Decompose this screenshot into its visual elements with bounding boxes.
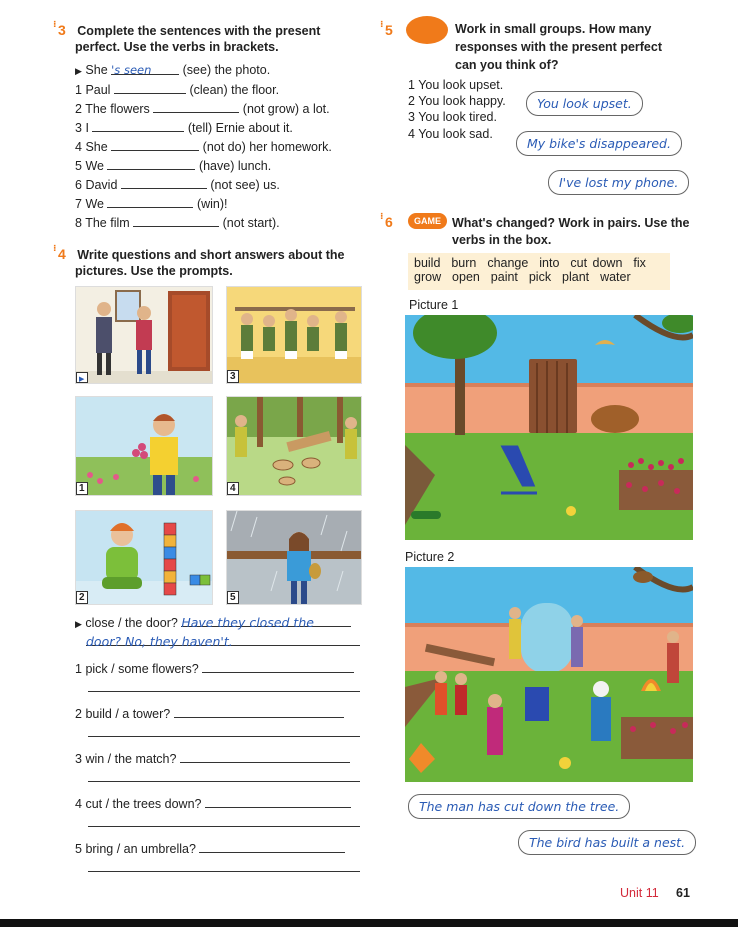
answer-blank[interactable] [111, 139, 199, 151]
ex5-instruction-1: Work in small groups. How many [455, 22, 652, 36]
ex5-item-4: 4 You look sad. [408, 127, 493, 141]
ex4-number: ⁝ 4 [53, 243, 66, 262]
picture-3-football-team [226, 286, 362, 384]
game-badge: GAME [408, 213, 447, 229]
ex5-item-1: 1 You look upset. [408, 78, 504, 92]
speech-bubble-tree: The man has cut down the tree. [408, 794, 630, 819]
play-arrow-icon: ▶ [76, 372, 88, 383]
answer-blank[interactable] [121, 177, 207, 189]
ex3-header [53, 19, 353, 38]
ex5-instruction-3: can you think of? [455, 58, 559, 72]
ex4-item-2: 2 build / a tower? [75, 706, 344, 721]
answer-blank[interactable] [180, 751, 350, 763]
verb-box [408, 253, 670, 290]
speech-bubble-upset: You look upset. [526, 91, 643, 116]
footer-unit: Unit 11 [620, 886, 659, 900]
picture-1-boy-flowers [75, 396, 213, 496]
answer-blank[interactable] [88, 770, 360, 782]
play-arrow-icon: ▶ [75, 66, 82, 76]
ex4-example-answer-2: door? No, they haven't. [86, 634, 360, 646]
picture-label: 5 [227, 591, 239, 604]
ex3-item-3: 3 I (tell) Ernie about it. [75, 121, 293, 135]
play-arrow-icon: ▶ [75, 619, 82, 629]
ex5-item-3: 3 You look tired. [408, 110, 497, 124]
picture-2-garden [405, 567, 693, 782]
picture-5-girl-rain [226, 510, 362, 605]
answer-blank[interactable] [153, 101, 239, 113]
answer-blank[interactable] [174, 706, 344, 718]
speech-bubble-nest: The bird has built a nest. [518, 830, 696, 855]
verb-box-line-2: grow open paint pick plant water [414, 270, 631, 284]
ex3-instruction-2: perfect. Use the verbs in brackets. [75, 40, 279, 54]
ex4-example-line-2 [86, 634, 360, 649]
ex6-number: ⁝ 6 [380, 211, 393, 230]
answer-blank[interactable] [114, 82, 186, 94]
answer-blank[interactable] [92, 120, 184, 132]
picture-label: 1 [76, 482, 88, 495]
ex3-item-8: 8 The film (not start). [75, 216, 280, 230]
picture-4-cut-trees [226, 396, 362, 496]
picture-2-girl-tower [75, 510, 213, 605]
ex4-item-4: 4 cut / the trees down? [75, 796, 351, 811]
ex3-item-5: 5 We (have) lunch. [75, 159, 272, 173]
answer-blank[interactable] [202, 661, 354, 673]
answer-blank[interactable] [133, 215, 219, 227]
picture-label: 4 [227, 482, 239, 495]
picture-2-label: Picture 2 [405, 550, 455, 564]
ex3-instruction-1: Complete the sentences with the present [77, 24, 321, 38]
ex5-item-2: 2 You look happy. [408, 94, 506, 108]
ex3-item-6: 6 David (not see) us. [75, 178, 280, 192]
answer-blank[interactable] [107, 196, 193, 208]
ex4-item-3-line-2 [88, 770, 360, 785]
ex5-number: ⁝ 5 [380, 19, 393, 38]
answer-blank[interactable] [88, 725, 360, 737]
answer-blank[interactable] [205, 796, 351, 808]
ex4-item-5: 5 bring / an umbrella? [75, 841, 345, 856]
ex6-instruction-1: What's changed? Work in pairs. Use the [452, 216, 690, 230]
ex5-instruction-2: responses with the present perfect [455, 40, 663, 54]
ex3-item-7: 7 We (win)! [75, 197, 228, 211]
ex4-instruction-1: Write questions and short answers about the [77, 248, 345, 262]
ex4-instruction-2: pictures. Use the prompts. [75, 264, 233, 278]
ex3-example-answer: 's seen [111, 63, 179, 75]
ex4-item-4-line-2 [88, 815, 360, 830]
answer-blank[interactable] [88, 860, 360, 872]
picture-people-door [75, 286, 213, 384]
ex3-example: ▶ She 's seen (see) the photo. [75, 63, 271, 77]
answer-blank[interactable] [88, 815, 360, 827]
page-number: 61 [676, 886, 690, 900]
ex4-example: ▶ close / the door? Have they closed the [75, 615, 351, 630]
picture-label: 2 [76, 591, 88, 604]
ex3-item-4: 4 She (not do) her homework. [75, 140, 332, 154]
picture-1-garden [405, 315, 693, 540]
ex4-header [53, 243, 345, 262]
ex3-item-1: 1 Paul (clean) the floor. [75, 83, 280, 97]
ex3-number: ⁝ 3 [53, 19, 66, 38]
ex4-item-1: 1 pick / some flowers? [75, 661, 354, 676]
ex4-item-3: 3 win / the match? [75, 751, 350, 766]
ex4-example-answer-1: Have they closed the [181, 615, 351, 627]
answer-blank[interactable] [88, 680, 360, 692]
picture-1-label: Picture 1 [409, 298, 459, 312]
speech-bubble-phone: I've lost my phone. [548, 170, 689, 195]
bottom-bar [0, 919, 738, 927]
speech-bubble-bike: My bike's disappeared. [516, 131, 682, 156]
verb-box-line-1: build burn change into cut down fix [414, 256, 646, 270]
picture-label: 3 [227, 370, 239, 383]
ex4-item-1-line-2 [88, 680, 360, 695]
speech-bubble-icon [406, 16, 448, 44]
answer-blank[interactable] [199, 841, 345, 853]
ex4-item-2-line-2 [88, 725, 360, 740]
ex6-instruction-2: verbs in the box. [452, 233, 552, 247]
ex3-item-2: 2 The flowers (not grow) a lot. [75, 102, 330, 116]
ex4-item-5-line-2 [88, 860, 360, 875]
answer-blank[interactable] [107, 158, 195, 170]
